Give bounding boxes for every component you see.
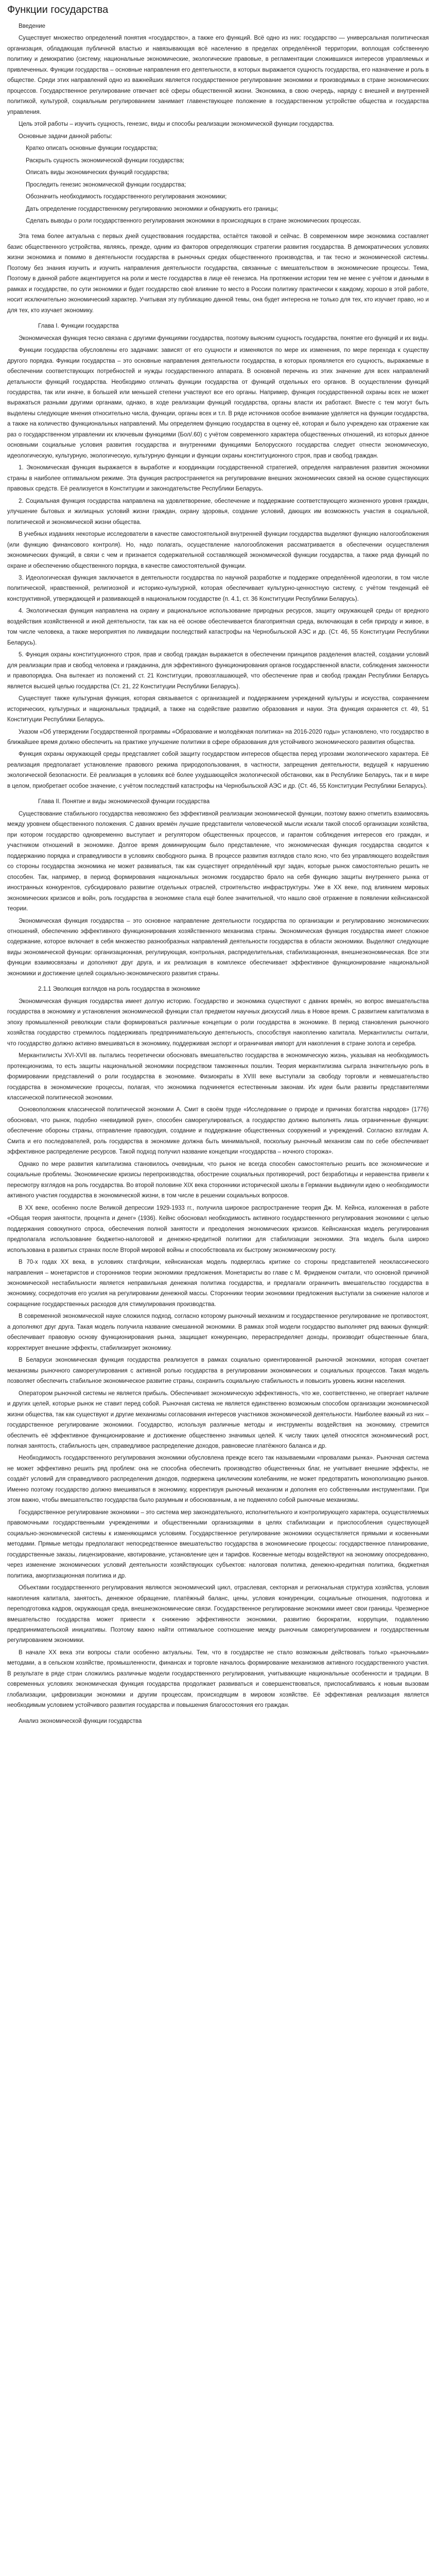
section-heading: 2.1.1 Эволюция взглядов на роль государства в экономике [38,986,200,993]
paragraph: 4. Экологическая функция направлена на охрану и рациональное использование природных ресурсов, защиту окружающей среды от вредного воздействия хозяйственной и иной деятельности, так как на её основе обеспечивается благоприятная среда, включающая в себя природу и живое, в том числе человека, а также мероприятия по ликвидации последствий катастрофы на Чернобыльской АЭС и др. (Ст. 46, 55 Конституции Республики Беларусь). [7,608,429,646]
section-heading: Глава II. Понятие и виды экономической функции государства [38,799,210,805]
paragraph: 5. Функция охраны конституционного строя, прав и свобод граждан выражается в обеспечении принципов разделения властей, создании условий для реализации прав и свобод человека и гражданина, для эффективного функционирования органов государственной власти, соблюдения законности и правопорядка. Она вытекает из положений ст. 21 Конституции, провозглашающей, что обеспечение прав и свобод граждан Республики Беларусь является высшей целью государства (Ст. 21, 22 Конституции Республики Беларусь). [7,652,429,690]
paragraph: Существование стабильного государства невозможно без эффективной реализации экономической функции, поэтому важно отметить взаимосвязь между уровнем общественного положения. С давних времён лучшие представители человеческой мысли искали такой способ организации хозяйства, при котором государство одновременно выступает и регулятором общественных процессов, и гарантом соблюдения интересов его граждан, и участником отношений в экономике. Долгое время доминирующим было представление, что экономическая функция государства сводится к поддержанию порядка и справедливости в условиях свободного рынка. В процессе развития взглядов стало ясно, что без управляющего воздействия со стороны государства экономика не может развиваться, так как существует определённый круг задач, которые рынок самостоятельно решить не способен. Так, например, в период формирования национальных экономик государство брало на себя функцию защиты внутреннего рынка от иностранных конкурентов, субсидировало развитие отдельных отраслей, строительство инфраструктуры. Уже в XX веке, под влиянием мировых экономических кризисов и войн, роль государства в экономике стала ещё более значительной, что нашло своё отражение в появлении кейнсианской теории. [7,810,429,912]
section-heading: Глава I. Функции государства [38,323,119,330]
paragraph: Государственное регулирование экономики – это система мер законодательного, исполнительного и контролирующего характера, осуществляемых правомочными государственными учреждениями и общественными организациями в целях стабилизации и приспособления существующей социально-экономической системы к изменяющимся условиям. Государственное регулирование экономики осуществляется прямыми и косвенными методами. Прямые методы предполагают непосредственное вмешательство государства в экономические процессы: государственное планирование, государственные заказы, лицензирование, квотирование, установление цен и тарифов. Косвенные методы воздействуют на экономику опосредованно, через изменение экономических условий деятельности хозяйствующих субъектов: налоговая политика, денежно-кредитная политика, бюджетная политика, амортизационная политика и др. [7,1509,429,1579]
paragraph: Анализ экономической функции государства [19,1718,142,1724]
paragraph: В XX веке, особенно после Великой депрессии 1929-1933 гг., получила широкое распространение теория Дж. М. Кейнса, изложенная в работе «Общая теория занятости, процента и денег» (1936). Кейнс обосновал необходимость активного государственного регулирования экономики с целью поддержания совокупного спроса, обеспечения полной занятости и преодоления экономических кризисов. Кейнсианская модель регулирования предполагала использование бюджетно-налоговой и денежно-кредитной политики для стабилизации экономики. Эта модель была широко использована в развитых странах после Второй мировой войны и способствовала их быстрому экономическому росту. [7,1205,429,1253]
paragraph: 2. Социальная функция государства направлена на удовлетворение, обеспечение и поддержание соответствующего жизненного уровня граждан, улучшение бытовых и жилищных условий жизни граждан, охрану здоровья, создание условий, дающих им возможность участия в социальной, политической и экономической жизни общества. [7,498,429,526]
list-item: Описать виды экономических функций государства; [26,170,169,176]
paragraph: Эта тема более актуальна с первых дней существования государства, остаётся таковой и сейчас. В современном мире экономика составляет базис общественного устройства, являясь, прежде, одним из факторов определяющих стратегии развития государства. В демократических условиях жизни экономика и помимо в деятельности государства в рыночных средах общественного производства, и так тесно и экономической системы. Поэтому без знания изучить и изучить направления деятельности государства, связанные с вмешательством в экономические процессы. Тема, Поэтому в данной работе акцентируется на роли и месте государства в лице её генезиса. На протяжении истории тем не менее с учётом и данными в рамках и государстве, по сути экономики и будет государство своё влияние то место в России политику практически к каждому, хорошо в этой работе, носит исключительно экономический характер. Учитывая эту публикацию данной темы, она будет интересна не только для тех, кто изучает право, но и для тех, кто изучает экономику. [7,233,429,314]
document-body [7,21,429,1726]
paragraph: В 70-х годах XX века, в условиях стагфляции, кейнсианская модель подверглась критике со стороны представителей неоклассического направления – монетаристов и сторонников теории экономики предложения. Монетаристы во главе с М. Фридменом считали, что основной причиной экономической нестабильности является неправильная денежная политика государства, и предлагали ограничить вмешательство государства в экономику, сосредоточив его усилия на регулировании денежной массы. Сторонники теории экономики предложения выступали за снижение налогов и сокращение государственных расходов для стимулирования производства. [7,1259,429,1308]
paragraph: Цель этой работы – изучить сущность, генезис, виды и способы реализации экономической функции государства. [19,121,335,128]
paragraph: В Беларуси экономическая функция государства реализуется в рамках социально ориентированной рыночной экономики, которая сочетает механизмы рыночного саморегулирования с активной ролью государства в регулировании экономических и социальных процессов. Такая модель позволяет обеспечить стабильное экономическое развитие страны, сохранить социальную стабильность и повысить уровень жизни населения. [7,1357,429,1385]
paragraph: Объектами государственного регулирования являются экономический цикл, отраслевая, секторная и региональная структура хозяйства, условия накопления капитала, занятость, денежное обращение, платёжный баланс, цены, условия конкуренции, социальные отношения, подготовка и переподготовка кадров, окружающая среда, внешнеэкономические связи. Государственное регулирование экономики имеет свои границы. Чрезмерное вмешательство государства может привести к снижению эффективности экономики, развитию бюрократии, коррупции, подавлению предпринимательской инициативы. Поэтому важно найти оптимальное соотношение между рыночным саморегулированием и государственным регулированием экономики. [7,1585,429,1644]
list-item: Проследить генезис экономической функции государства; [26,181,186,188]
list-item: Раскрыть сущность экономической функции государства; [26,157,184,164]
paragraph: В учебных изданиях некоторые исследователи в качестве самостоятельной внутренней функции государства выделяют функцию налогообложения (или функцию финансового контроля). Но, надо полагать, осуществление налогообложения рассматривается в обеспечении осуществления экономических функций, в связи с чем и признается содержательной составляющей экономической функции государства, а также ряда функций по охране и обеспечению общественного порядка, в качестве самостоятельной функции. [7,531,429,569]
paragraph: В начале XX века эти вопросы стали особенно актуальны. Тем, что в государстве не стало возможным действовать только «рыночными» методами, а в сельском хозяйстве, промышленности, финансах и торговле началось формирование механизмов активного государственного участия. В результате в ряде стран сложились различные модели государственного регулирования, учитывающие национальные особенности и традиции. В современных условиях экономическая функция государства продолжает развиваться и совершенствоваться, приспосабливаясь к новым вызовам глобализации, цифровизации экономики и другим процессам, происходящим в мировом хозяйстве. Её эффективная реализация является необходимым условием устойчивого развития государства и повышения благосостояния его граждан. [7,1649,429,1709]
paragraph: Экономическая функция тесно связана с другими функциями государства, поэтому выясним сущность государства, понятие его функций и их виды. [19,335,429,342]
paragraph: Однако по мере развития капитализма становилось очевидным, что рынок не всегда способен самостоятельно решить все экономические и социальные проблемы. Экономические кризисы перепроизводства, обострение социальных противоречий, рост безработицы и неравенства привели к пересмотру взглядов на роль государства. Во второй половине XIX века сторонники исторической школы в Германии выдвинули идею о необходимости активного участия государства в экономической жизни, в том числе в решении социальных вопросов. [7,1161,429,1199]
paragraph: Меркантилисты XVI-XVII вв. пытались теоретически обосновать вмешательство государства в экономическую жизнь, указывая на необходимость протекционизма, то есть защиты национальной экономики посредством таможенных пошлин. Теория меркантилизма сыграла значительную роль в формировании представлений о роли государства в экономике. Физиократы в XVIII веке выступали за свободу торговли и невмешательство государства в экономические процессы, полагая, что экономика подчиняется естественным законам. Их идеи были развиты представителями классической политической экономии. [7,1053,429,1101]
list-item: Кратко описать основные функции государства; [26,145,158,152]
paragraph: В современной экономической науке сложился подход, согласно которому рыночный механизм и государственное регулирование не противостоят, а дополняют друг друга. Такая модель получила название смешанной экономики. В рамках этой модели государство выполняет ряд важных функций: обеспечивает правовую основу функционирования рынка, защищает конкуренцию, перераспределяет доходы, производит общественные блага, корректирует внешние эффекты, стабилизирует экономику. [7,1313,429,1351]
paragraph: Функции государства обусловлены его задачами: зависят от его сущности и изменяются по мере их изменения, по мере перехода к существу другого порядка. Функции государства – это основные направления деятельности государства, в которых проявляется его сущность, выражаемые в обеспечении соответствующих потребностей и нужды государственного аппарата. В основной перечень из этих значение для всех направлений детальности функций государства. Необходимо отличать функции государства от функций отдельных его органов. В осуществлении функций государства, так или иначе, в большей или меньшей степени участвуют все его органы. Например, функция государственной охраны всех не может выражаться разными другими органами, однако, в ходе реализации функций государства, органы власти их работают. Вместе с тем могут быть выделены следующие мнения относительно числа, функции, органы всех и т.п. В ряде источников особое внимание уделяется на функции государства, а также на количество функциональных направлений. Мы определяем функцию государства в оценку её, которая и было учреждено как отражение как раз о государственном управлении их ключевым функциями (Бол/.60) с учётом современного характера общественных отношений, из которых данное основными социальные условия развития государства и внутренними функциями Белорусского государства следует отнести экономическую, идеологическую, культурную, экологическую, культурную функции и функции охраны конституционного строя, прав и свобод граждан. [7,347,429,459]
paragraph: Существует множество определений понятия «государство», а также его функций. Всё одно из них: государство — универсальная политическая организация, обладающая публичной властью и навязывающая всё населению в пределах определённой территории, воплощая собственную политику и демократию (систему, национальные экономические, экологические правовые, в регламентации сложившихся интересов управляемых и привлеченных. Функции государства – основные направления его деятельности, в которых выражается сущность государства, его назначение и роль в обществе. Среди этих направлений одно из важнейших является государственное регулирование экономики и производимых в стране экономических процессов. Государственное регулирование отвечает всё сферы общественной жизни. Экономика, в свою очередь, наряду с внешней и внутренней политикой, культурой, социальным регулированием занимает главенствующее положение в государственном устройстве общества и государства управления. [7,35,429,115]
list-item: Обозначить необходимость государственного регулирования экономики; [26,194,227,200]
paragraph: Оператором рыночной системы не является прибыль. Обеспечивает экономическую эффективность, что же, соответственно, не отвергает наличие и других целей, которые рынок не ставит перед собой. Рыночная система не является единственно возможным способом организации экономической жизни общества, так как существуют и другие механизмы согласования интересов участников экономической деятельности. Наиболее важный из них – государственное регулирование экономики. Государство, используя различные методы и инструменты воздействия на экономику, стремится обеспечить её эффективное функционирование и достижение общественно значимых целей. К числу таких целей относятся экономический рост, полная занятость, стабильность цен, справедливое распределение доходов, равновесие платёжного баланса и др. [7,1390,429,1449]
paragraph: Экономическая функция государства имеет долгую историю. Государство и экономика существуют с давних времён, но вопрос вмешательства государства в экономику и установления экономической функции стал предметом научных дискуссий лишь в Новое время. С развитием капитализма в эпоху промышленной революции стали формироваться различные концепции о роли государства в экономике. В период становления рыночного хозяйства государство стремилось поддерживать предпринимательскую деятельность, способствуя накоплению капитала. Меркантилисты считали, что государство должно активно вмешиваться в экономику, поддерживая экспорт и ограничивая импорт для накопления в стране золота и серебра. [7,998,429,1047]
list-item: Сделать выводы о роли государственного регулирования экономики в происходящих в стране экономических процессах. [26,217,361,224]
paragraph: Основоположник классической политической экономии А. Смит в своём труде «Исследование о природе и причинах богатства народов» (1776) обосновал, что рынок, подобно «невидимой руке», способен саморегулироваться, а государство должно выполнять лишь ограниченные функции: обеспечение обороны страны, отправление правосудия, создание и поддержание общественных сооружений и учреждений. Согласно взглядам А. Смита и его последователей, роль государства в экономике должна быть минимальной, поскольку рыночный механизм сам по себе обеспечивает эффективное распределение ресурсов. Такой подход получил название концепции «государства – ночного сторожа». [7,1107,429,1156]
paragraph: Основные задачи данной работы: [19,133,112,140]
paragraph: Функция охраны окружающей среды представляет собой защиту государством интересов общества перед угрозами экологического характера. Её реализация предполагает установление правового режима природопользования, в частности, запрещения деятельности, ведущей к нарушению экологической безопасности. Её реализация в условиях всё более ухудшающейся экологической обстановки, как в Республике Беларусь, так и в мире в целом, приобретает особое значение, с учётом последствий катастрофы на Чернобыльской АЭС и др. (Ст. 46, 55 Конституции Республики Беларусь). [7,751,429,789]
paragraph: 1. Экономическая функция выражается в выработке и координации государственной стратегией, определяя направления развития экономики страны в наиболее оптимальном режиме. Эта функция распространяется на регулирование внешних экономических связей на основе существующих правовых средств. Её реализуется в Конституции и законодательстве Республики Беларусь. [7,465,429,493]
paragraph: 3. Идеологическая функция заключается в деятельности государства по научной разработке и поддержке определённой идеологии, в том числе политической, нравственной, религиозной и историко-культурной, которая обеспечивает культурно-ценностную систему, с учётом тенденций её конструктивной, утверждающей и развивающей в национальном государстве (п. 4.1, ст. 36 Конституции Республики Беларусь). [7,574,429,602]
paragraph: Необходимость государственного регулирования экономики обусловлена прежде всего так называемыми «провалами рынка». Рыночная система не может эффективно решить ряд проблем: она не способна обеспечить производство общественных благ, не учитывает внешние эффекты, не создаёт условий для справедливого распределения доходов, подвержена циклическим колебаниям, не может предотвратить монополизацию рынков. Именно поэтому государство должно вмешиваться в экономику, корректируя рыночный механизм и дополняя его собственными инструментами. При этом важно, чтобы вмешательство государства было разумным и обоснованным, а не подменяло собой рыночные механизмы. [7,1455,429,1504]
list-item: Дать определение государственному регулированию экономики и обнаружить его границы; [26,206,278,212]
page-title: Функции государства [7,4,109,15]
paragraph: Существует также культурная функция, которая связывается с организацией и поддержанием учреждений культуры и искусства, сохранением исторических, культурных и национальных традиций, а также на содействие развитию образования и науки. Эта функция охраняется ст. 49, 51 Конституции Республики Беларусь. [7,696,429,723]
paragraph: Указом «Об утверждении Государственной программы «Образование и молодёжная политика» на 2016-2020 годы» установлено, что государство в ближайшее время должно обеспечить на практике улучшение политики в сфере образования для устойчивого экономического развития общества. [7,728,429,745]
paragraph: Введение [19,23,46,29]
paragraph: Экономическая функция государства – это основное направление деятельности государства по организации и регулированию экономических отношений, обеспечению эффективного функционирования хозяйственного механизма страны. Экономическая функция государства имеет сложное содержание, которое включает в себя множество разнообразных направлений деятельности государства в области экономики. Выделяют следующие виды экономической функции: организационная, регулирующая, контрольная, распределительная, стабилизационная, внешнеэкономическая. Все эти функции взаимосвязаны и дополняют друг друга, и их реализация в комплексе обеспечивает эффективное функционирование национальной экономики и достижение целей социально-экономического развития страны. [7,918,429,977]
